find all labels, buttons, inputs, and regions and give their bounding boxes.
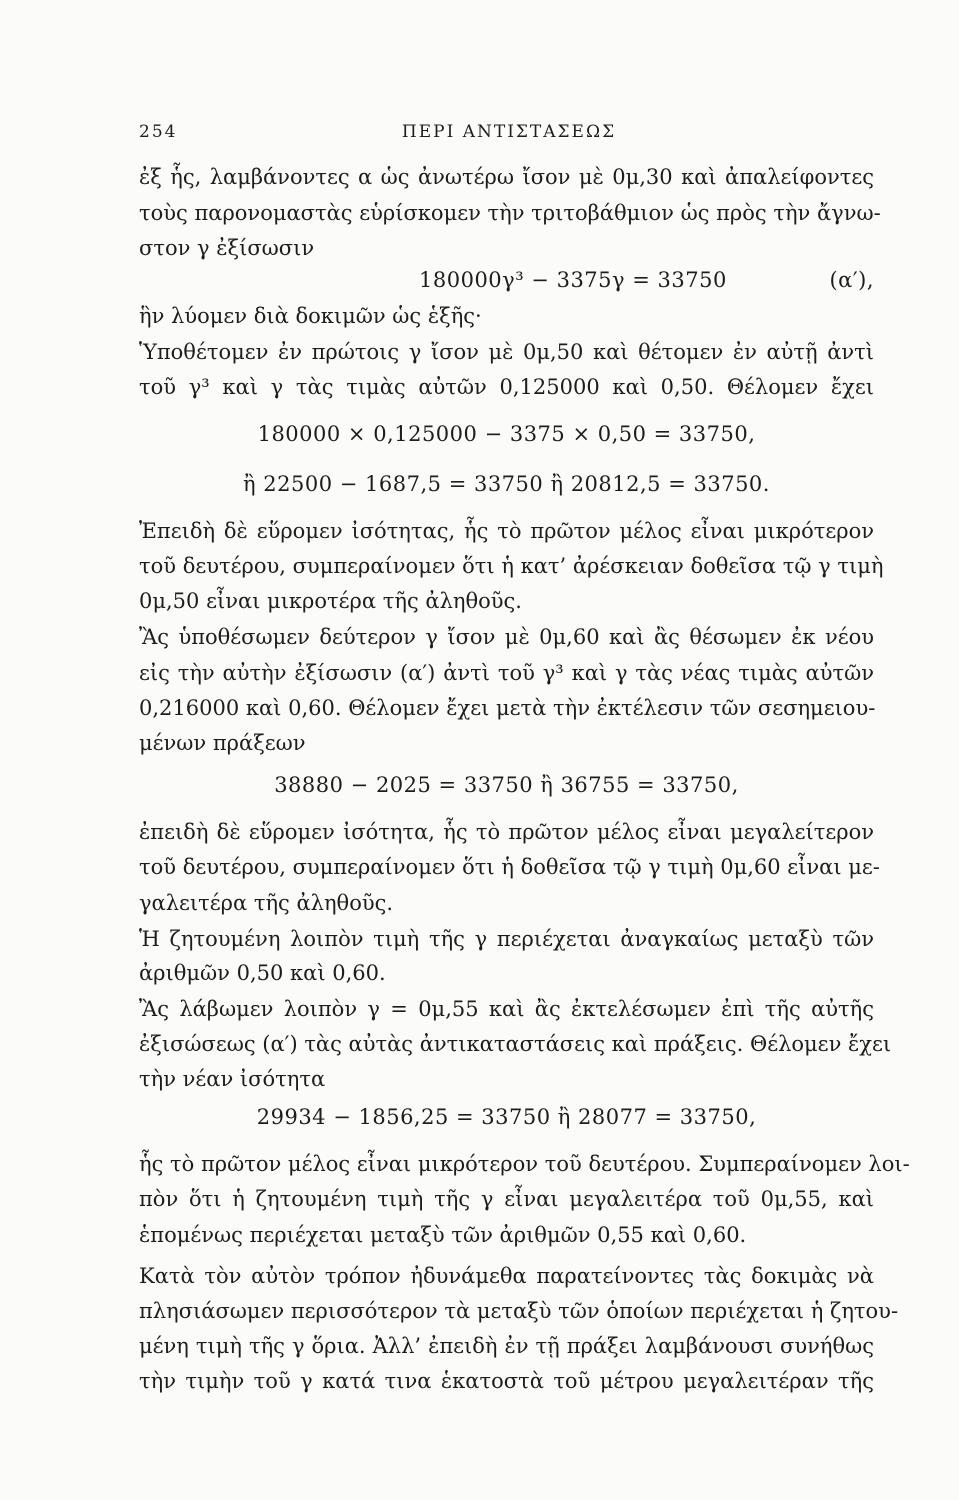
page-header <box>139 122 879 146</box>
text-line: τοῦ δευτέρου, συμπεραίνομεν ὅτι ἡ κατ’ ἀρέσκειαν δοθεῖσα τῷ γ τιμὴ <box>139 554 884 578</box>
text-line: τὴν τιμὴν τοῦ γ κατά τινα ἑκατοστὰ τοῦ μέτρου μεγαλειτέραν τῆς <box>139 1369 874 1393</box>
text-line: ἣν λύομεν διὰ δοκιμῶν ὡς ἑξῆς· <box>139 304 482 328</box>
text-line: γαλειτέρα τῆς ἀληθοῦς. <box>139 891 394 915</box>
text-line: τοὺς παρονομαστὰς εὑρίσκομεν τὴν τριτοβάθμιον ὡς πρὸς τὴν ἄγνω- <box>139 201 881 225</box>
equation-label: (α′), <box>829 268 874 292</box>
text-line: μένων πράξεων <box>139 731 306 755</box>
text-line: Ἐπειδὴ δὲ εὕρομεν ἰσότητας, ἧς τὸ πρῶτον μέλος εἶναι μικρότερον <box>139 519 874 543</box>
equation: ἢ 22500 − 1687,5 = 33750 ἢ 20812,5 = 33750. <box>243 472 770 496</box>
text-line: ἐξισώσεως (α′) τὰς αὐτὰς ἀντικαταστάσεις καὶ πράξεις. Θέλομεν ἔχει <box>139 1032 892 1056</box>
text-line: εἰς τὴν αὐτὴν ἐξίσωσιν (α′) ἀντὶ τοῦ γ³ καὶ γ τὰς νέας τιμὰς αὐτῶν <box>139 661 874 685</box>
page-number: 254 <box>139 122 178 142</box>
text-line: 0,216000 καὶ 0,60. Θέλομεν ἔχει μετὰ τὴν ἐκτέλεσιν τῶν σεσημειου- <box>139 696 876 720</box>
text-line: πὸν ὅτι ἡ ζητουμένη τιμὴ τῆς γ εἶναι μεγαλειτέρα τοῦ 0μ,55, καὶ <box>139 1187 874 1211</box>
text-line: Κατὰ τὸν αὐτὸν τρόπον ἠδυνάμεθα παρατείνοντες τὰς δοκιμὰς νὰ <box>139 1264 874 1288</box>
text-line: ἀριθμῶν 0,50 καὶ 0,60. <box>139 961 386 985</box>
text-line: ἐξ ἧς, λαμβάνοντες α ὡς ἀνωτέρω ἴσον μὲ 0μ,30 καὶ ἀπαλείφοντες <box>139 165 874 189</box>
text-line: ἐπειδὴ δὲ εὕρομεν ἰσότητα, ἧς τὸ πρῶτον μέλος εἶναι μεγαλείτερον <box>139 820 874 844</box>
equation-text: 180000γ³ − 3375γ = 33750 <box>419 268 727 292</box>
text-line: ἧς τὸ πρῶτον μέλος εἶναι μικρότερον τοῦ δευτέρου. Συμπεραίνομεν λοι- <box>139 1152 910 1176</box>
text-line: τοῦ δευτέρου, συμπεραίνομεν ὅτι ἡ δοθεῖσα τῷ γ τιμὴ 0μ,60 εἶναι με- <box>139 855 880 879</box>
text-line: Ἂς λάβωμεν λοιπὸν γ = 0μ,55 καὶ ἂς ἐκτελέσωμεν ἐπὶ τῆς αὐτῆς <box>139 997 874 1021</box>
text-line: 0μ,50 εἶναι μικροτέρα τῆς ἀληθοῦς. <box>139 589 522 613</box>
text-line: Ὑποθέτομεν ἐν πρώτοις γ ἴσον μὲ 0μ,50 καὶ θέτομεν ἐν αὐτῇ ἀντὶ <box>139 340 874 364</box>
text-line: τοῦ γ³ καὶ γ τὰς τιμὰς αὐτῶν 0,125000 καὶ 0,50. Θέλομεν ἔχει <box>139 375 874 399</box>
text-line: Ἂς ὑποθέσωμεν δεύτερον γ ἴσον μὲ 0μ,60 καὶ ἂς θέσωμεν ἐκ νέου <box>139 625 874 649</box>
text-line: στον γ ἐξίσωσιν <box>139 236 315 260</box>
equation: 29934 − 1856,25 = 33750 ἢ 28077 = 33750, <box>256 1105 757 1129</box>
running-title: ΠΕΡΙ ΑΝΤΙΣΤΑΣΕΩΣ <box>401 122 617 142</box>
text-line: Ἡ ζητουμένη λοιπὸν τιμὴ τῆς γ περιέχεται ἀναγκαίως μεταξὺ τῶν <box>139 927 874 951</box>
equation: 38880 − 2025 = 33750 ἢ 36755 = 33750, <box>274 773 739 797</box>
text-line: τὴν νέαν ἰσότητα <box>139 1067 326 1091</box>
text-line: πλησιάσωμεν περισσότερον τὰ μεταξὺ τῶν ὁποίων περιέχεται ἡ ζητου- <box>139 1299 899 1323</box>
text-line: μένη τιμὴ τῆς γ ὅρια. Ἀλλ’ ἐπειδὴ ἐν τῇ πράξει λαμβάνουσι συνήθως <box>139 1334 874 1358</box>
text-line: ἑπομένως περιέχεται μεταξὺ τῶν ἀριθμῶν 0,55 καὶ 0,60. <box>139 1223 747 1247</box>
equation: 180000 × 0,125000 − 3375 × 0,50 = 33750, <box>257 422 756 446</box>
